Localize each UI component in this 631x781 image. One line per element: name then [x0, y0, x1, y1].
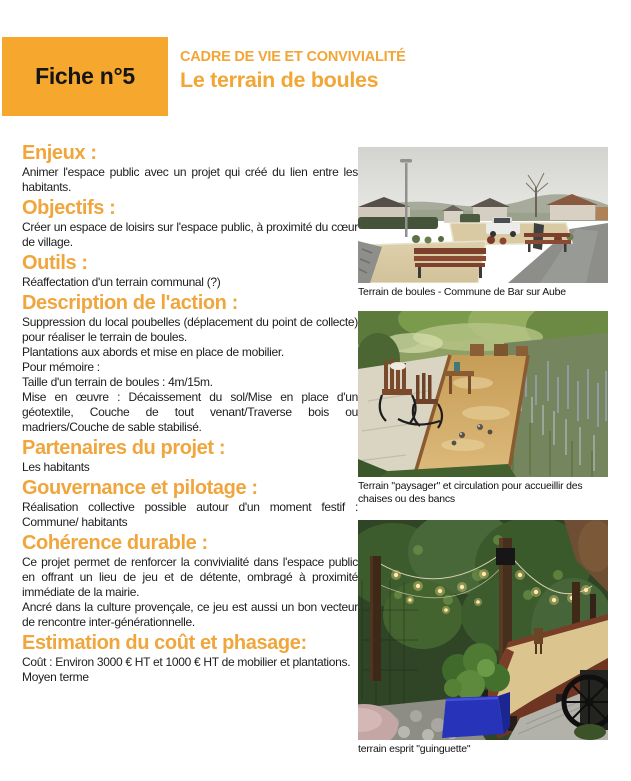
photo-terrain-paysager-image — [358, 311, 608, 477]
section-paragraph: Plantations aux abords et mise en place de mobilier. — [22, 345, 284, 359]
section-paragraph: Réalisation collective possible autour d'un moment festif : Commune/ habitants — [22, 500, 358, 529]
page-title: Le terrain de boules — [180, 68, 379, 92]
section-paragraph: Ce projet permet de renforcer la convivialité dans l'espace public en offrant un lieu de jeu et de détente, ombragé à proximité immédiate de la mairie. — [22, 555, 358, 599]
photo-caption: terrain esprit "guinguette" — [358, 743, 471, 755]
section-paragraph: Pour mémoire : — [22, 360, 100, 374]
text-column — [22, 140, 358, 756]
section-coherence — [22, 532, 358, 630]
section-heading: Cohérence durable : — [22, 532, 208, 554]
section-paragraph: Mise en œuvre : Décaissement du sol/Mise en place d'un géotextile, Couche de tout venant/Traverse bois ou madriers/Couche de sable stabilisé. — [22, 390, 358, 434]
photo-caption: Terrain de boules - Commune de Bar sur Aube — [358, 286, 566, 298]
section-heading: Enjeux : — [22, 142, 97, 164]
figure-bar-sur-aube — [358, 147, 608, 299]
header-titles — [180, 37, 406, 93]
section-paragraph: Suppression du local poubelles (déplacement du point de collecte) pour réaliser le terrain de boules. — [22, 315, 358, 344]
section-heading: Outils : — [22, 252, 88, 274]
section-gouvernance — [22, 477, 358, 530]
photo-caption: Terrain "paysager" et circulation pour accueillir des chaises ou des bancs — [358, 480, 583, 505]
section-estimation — [22, 632, 358, 685]
section-paragraph: Les habitants — [22, 460, 90, 474]
content-columns — [22, 140, 608, 756]
fiche-number-box — [2, 37, 168, 116]
section-heading: Estimation du coût et phasage: — [22, 632, 307, 654]
section-objectifs — [22, 197, 358, 250]
section-partenaires — [22, 437, 358, 475]
header-category: CADRE DE VIE ET CONVIVIALITÉ — [180, 49, 406, 65]
section-heading: Partenaires du projet : — [22, 437, 226, 459]
section-paragraph: Animer l'espace public avec un projet qui créé du lien entre les habitants. — [22, 165, 358, 194]
photo-column — [358, 140, 608, 756]
section-paragraph: Créer un espace de loisirs sur l'espace public, à proximité du cœur de village. — [22, 220, 358, 249]
section-paragraph: Moyen terme — [22, 670, 89, 684]
figure-terrain-guinguette — [358, 520, 608, 756]
section-outils — [22, 252, 358, 290]
section-heading: Objectifs : — [22, 197, 116, 219]
section-paragraph: Ancré dans la culture provençale, ce jeu est aussi un bon vecteur de rencontre inter-générationnelle. — [22, 600, 358, 629]
section-paragraph: Coût : Environ 3000 € HT et 1000 € HT de mobilier et plantations. — [22, 655, 351, 669]
section-description — [22, 292, 358, 435]
section-heading: Gouvernance et pilotage : — [22, 477, 258, 499]
fiche-number-label: Fiche n°5 — [35, 63, 135, 89]
section-paragraph: Réaffectation d'un terrain communal (?) — [22, 275, 221, 289]
section-paragraph: Taille d'un terrain de boules : 4m/15m. — [22, 375, 213, 389]
photo-bar-sur-aube-image — [358, 147, 608, 283]
page-header — [2, 37, 406, 116]
figure-terrain-paysager — [358, 311, 608, 506]
section-heading: Description de l'action : — [22, 292, 238, 314]
section-enjeux — [22, 142, 358, 195]
photo-terrain-guinguette-image — [358, 520, 608, 740]
